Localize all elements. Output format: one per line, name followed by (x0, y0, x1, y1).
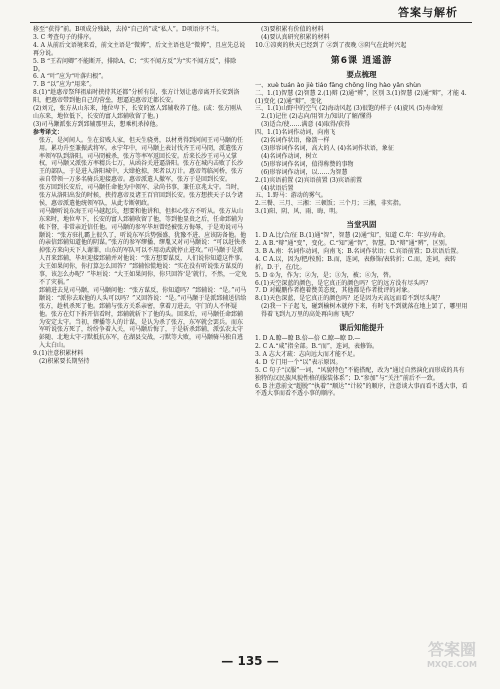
points-line: 2.(1)记住 (2)志向/用智力/知识/了解/懂得 (261, 113, 372, 121)
consolidate-answer: 7. D 对鲲鹏作者抱着赞美态度，其他都是作者批评的对象。 (255, 287, 414, 295)
consolidate-answer: 5. D ①为，作为；②为，是；③为，被；④为，替。 (255, 271, 395, 279)
section-title-points: 要点梳理 (346, 69, 377, 79)
points-line: 2.(1)宾语前置 (2)宾语前置 (3)宾语前置 (255, 176, 363, 184)
points-line: 3.(1)阳、阴、风、雨、晦、明。 (255, 208, 342, 216)
right-column (255, 26, 468, 398)
answer-7: 7. B “以”应为“用来”。 (33, 81, 96, 89)
answer-2-continued: 移至“获得”前。B项成分残缺，去掉“自己的”或“私人”。D项语序不当。 (33, 26, 223, 33)
points-line: 2.三餐、三月、三湘：三顿饭；三个月；三湘，非实指。 (255, 200, 405, 208)
translation-paragraph-1: 张方，是河间人。生在贫贱人家，但天生骁勇，以材勇得到河间王司马颙的任用。累功升至兼振武将军。永宁年中，司马颙上表讨伐齐王司马冏，派遣张方率领军队到洛阳。司马冏被杀，张方等率军返回长安。后来长沙王司马乂掌权，司马颙又派张方率精兵七万，从函谷关进逼洛阳。张方在城内击败了长沙王的部队，于是进入洛阳城中，大肆抢掠，死者以万计。惠帝驾临河桥，张方亲自带领一万多名骑兵迎接惠帝。惠帝派遣人撤军，张方于是回到长安。 (39, 136, 244, 184)
improve-answer: 5. C 句子“汉服”一词，“风貌特色”不能搭配，改为“通过自然演化而形成的具有独特的汉民族风貌性格的服装体系”；D.“参加”与“关注”前后不一致。 (255, 366, 465, 382)
answer-9-1: 9.(1)注意积累材料 (33, 350, 84, 358)
answer-8-3: (3)司马颙派张方到郅辅那里去，想乘机杀掉他。 (33, 120, 162, 128)
answer-6: 6. A “叶”应为“叶落归根”。 (33, 73, 108, 81)
points-line: (3)适合/使……满意 (4)取得/获得 (261, 121, 350, 129)
points-line: (4)名词作动词，树立 (261, 152, 318, 160)
section-title-improve: 课后知能提升 (339, 323, 384, 333)
answer-10: 10.①凉爽的秋天已经到了 ②到了夜晚 ③阴气在此时兴起 (255, 41, 407, 49)
translation-paragraph-3: 司马颙听说东海王司马越起兵，想要和他讲和，但担心张方不听从。张方从山东来时，地位卑下，长安的富人郅辅收留了他，等到他显贵之后，任命郅辅为帐下督，非常亲近信任他。司马颙的参军毕垣曾经被张方侮辱，于是劝说司马颙说：“张方驻扎霸上很久了，听说东军兵势强盛，犹豫不进，应该防备他。他的亲信郅辅知道他的阴谋。”张方的参军缪播、缪胤又对司马颙说：“可以赶快杀掉张方来向天下人谢罪，山东的军队可以不用动武就停止进攻。”司马颙于是派人召来郅辅，毕垣迎接郅辅并对他说：“张方想要谋反，人们说你知道这件事。大王如果问你，你打算怎么回答？”郅辅惊慌地说：“实在没有听说张方谋反的事，该怎么办呢？”毕垣说：“大王如果问你，你只回答‘是’就行，不然，一定免不了灾祸。” (39, 207, 247, 286)
points-line: (5)形容词作名词，值得称赞的事物 (261, 160, 354, 168)
consolidate-answer: 2. A B.“辩”通“变”，变化。C.“知”通“智”，智慧。D.“辩”通“辨”，区别。 (255, 240, 451, 248)
points-line: 四、1.(1)名词作动词，向南飞 (255, 129, 336, 137)
points-line: (3)形容词作名词，高大的人 (4)名词作状语，象征 (261, 144, 394, 152)
watermark-line-1: 答案圈 (427, 640, 476, 659)
answer-9-4: (4)要认真研究积累的材料 (261, 33, 330, 41)
points-line: 三、1.(1)山野中的空气 (2)海动风起 (3)很饱的样子 (4)旋风 (5)寿命短 (255, 105, 443, 113)
answer-8-1: 8.(1)“趁惠帝祭拜祖庙时挟持其还都”分析有误，张方计划让惠帝离开长安到洛阳，把惠帝带到他自己的营垒，想逼迫惠帝迁都长安。 (33, 89, 240, 105)
consolidate-answer: (2)我一下子起飞，碰到榆树木就停下来，有时飞不到就落在地上罢了，哪里用得着飞到九万里的高处再向南飞呢？ (261, 303, 468, 319)
translation-label: 参考译文： (33, 128, 64, 136)
answer-8-2: (2)刘元，张方从山东来，地位卑下，长安的富人郅辅收养了他。(或：张方刚从山东来，地位低下，长安的富人郅辅收留了他。) (33, 105, 242, 120)
section-title-consolidate: 当堂巩固 (346, 220, 377, 230)
lesson-title: 第6课 逍遥游 (330, 55, 393, 66)
answer-9-3: (3)要积累有价值的材料 (261, 26, 324, 33)
improve-answer: 2. C A.“咸”指全部。B.“而”，连词，表修饰。 (255, 343, 378, 350)
consolidate-answer: 8.(1)天色深蓝，是它真正的颜色吗？还是因为天高远而看不到尽头呢？ (255, 295, 444, 303)
translation-paragraph-2: 张方回到长安后，司马颙任命他为中领军、录尚书事，兼任京兆太守。当时，张方从洛阳出发的时候，挟持惠帝及诸王百官回到长安。张方想挟天子以令诸侯，惠帝派遣他统领军队，从此专断朝政。 (39, 184, 244, 207)
header-title: 答案与解析 (398, 6, 458, 19)
points-line: 五、1.野马：游动的雾气。 (255, 192, 327, 200)
page-number-value: 135 (237, 654, 263, 668)
left-column (33, 26, 247, 366)
consolidate-answer: 1. D A.比/合/征 B.(1)通“智”，智慧 (2)通“知”，知道 C.年：年岁/寿命。 (255, 232, 450, 240)
points-line: (2)名词作状语，像箭一样 (261, 137, 330, 145)
consolidate-answer: 6.(1)天空深蓝的颜色，是它真正的颜色吗？它的远方没有尽头吗？ (255, 279, 432, 287)
points-line: (6)形容词作动词，以……为智慧 (261, 168, 348, 176)
translation-paragraph-4: 郅辅进去见司马颙，司马颙问他：“张方谋反，你知道吗？”郅辅说：“是。”司马颙说：“派你去取他的人头可以吗？”又回答说：“是。”司马颙于是派郅辅送信给张方，趁机杀死了他。郅辅与张方关系亲密，拿着刀进去，守门的人不怀疑他。张方在灯下拆开信看时，郅辅就斩下了他的头。回来后，司马颙任命郅辅为安定太守。当初，缪播等人的计谋，是认为杀了张方，东军就会罢兵。而东军听说张方死了，纷纷争着入关，司马颙后悔了，于是斩杀郅辅，派弘农太守彭随、北地太守刁默抵抗东军，在湖县交战，刁默等大败，司马颙骑马独自逃入太白山。 (39, 286, 247, 350)
page-number: — 135 — (221, 654, 279, 668)
page-header (0, 0, 500, 24)
pinyin-line: 一、xuè tuán ào jiè tiáo fāng chōng líng hào yǎn shùn (255, 81, 421, 89)
improve-answer: 6. B 注意前文“超脱”“执着”“顺达”“计较”的顺序，注意谈大事而看不透大事，看不透大事而看不透小事的顺序。 (255, 382, 468, 398)
improve-answer: 4. D 专门用一个“以”表示原因。 (255, 358, 342, 366)
watermark-line-2: MXQE.COM (426, 660, 478, 669)
points-line: (4)状语后置 (261, 184, 294, 192)
improve-answer: 3. A 志大才疏：志向远大而才能不足。 (255, 350, 359, 358)
answer-5: 5. B “王若问卿”不能断开，排除A、C；“实不闻方反”为“实不闻方反”，排除D。 (33, 57, 237, 73)
header-rule (30, 22, 472, 23)
answer-3: 3. C 考查句子的排序。 (33, 33, 96, 41)
consolidate-answer: 3. B A.南：名词作动词，向南飞；B.名词作状语；C.宾语前置；D.状语后置。 (255, 247, 463, 255)
answer-4: 4. A 从前后文语境来看，前文主语是“微博”，后文主语也是“微博”，且应先总说再分说。 (33, 41, 246, 57)
answer-9-2: (2)积累要长期坚持 (39, 358, 90, 366)
improve-answer: 1. D A.瞭—瞭 B.倍—倍 C.瞭—瞭 D.— (255, 335, 361, 343)
watermark-logo (410, 640, 494, 686)
points-line: 二、1.(1)智慧 (2)智慧 2.(1)辩 (2)通“辨”，区别 3.(1)智慧 (2)通“辩”，才能 4.(1)变化 (2)通“辩”，变化 (255, 89, 467, 105)
consolidate-answer: 4. C A.以，因为/把/按照；B.而，连词，表修饰/表转折；C.而，连词，表转折。D.于，在/比。 (255, 255, 457, 271)
